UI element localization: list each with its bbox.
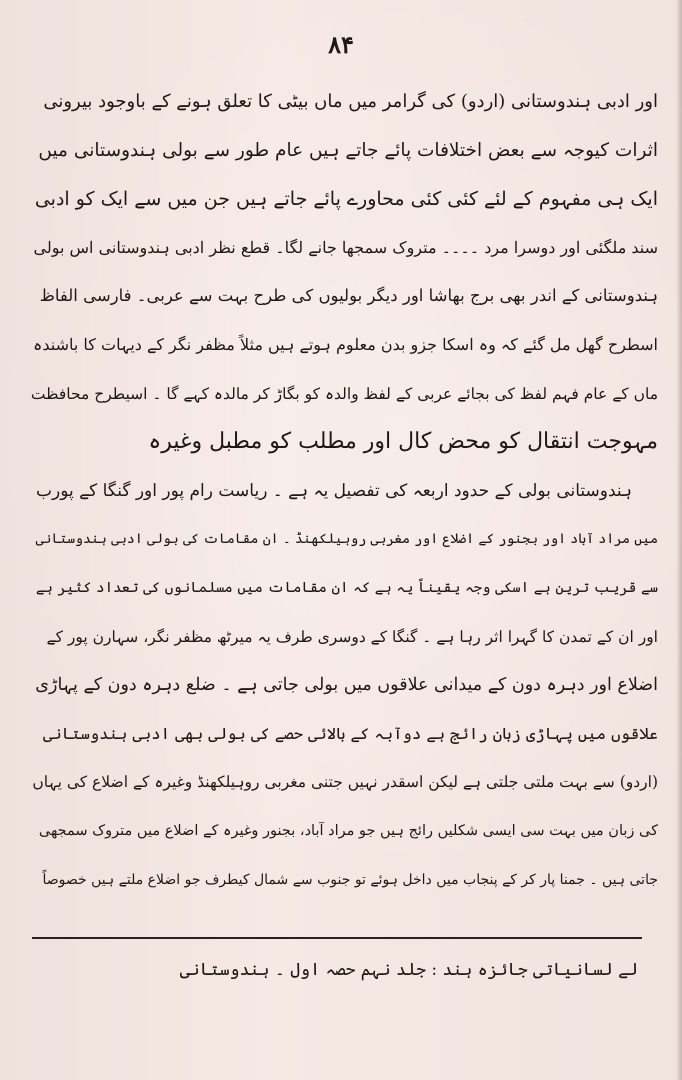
text-line: اضلاع اور دہرہ دون کے میدانی علاقوں میں بولی جاتی ہے ۔ ضلع دہرہ دون کے پہاڑی — [35, 675, 658, 696]
text-line: کی زبان میں بہت سی ایسی شکلیں رائج ہیں جو مراد آباد، بجنور وغیرہ کے اضلاع میں متروک سمجھی — [38, 822, 658, 839]
text-line: سند ملگئی اور دوسرا مرد ۔۔۔۔ متروک سمجھا جانے لگا۔ قطع نظر ادبی ہندوستانی اس بولی — [33, 237, 658, 257]
text-line: ماں کے عام فہم لفظ کی بجائے عربی کے لفظ والدہ کو بگاڑ کر مالدہ کہے گا ۔ اسیطرح محافظت — [30, 384, 658, 403]
text-line: میں مراد آباد اور بجنور کے اضلاع اور مغربی روہیلکھنڈ ۔ ان مقامات کی بولی ادبی ہندوستانی — [35, 531, 658, 548]
text-line: اور ان کے تمدن کا گہرا اثر رہا ہے ۔ گنگا کے دوسری طرف یہ میرٹھ مظفر نگر، سہارن پور کے — [46, 627, 658, 646]
text-line: مہوجت انتقال کو محض کال اور مطلب کو مطبل وغیرہ — [148, 429, 658, 455]
paragraph-1 — [28, 78, 658, 467]
text-line: ہندوستانی بولی کے حدود اربعہ کی تفصیل یہ ہے ۔ ریاست رام پور اور گنگا کے پورب — [36, 480, 632, 501]
text-line: (اردو) سے بہت ملتی جلتی ہے لیکن اسقدر نہیں جتنی مغربی روہیلکھنڈ وغیرہ کے اضلاع کی یہاں — [32, 773, 658, 792]
paragraph-2 — [28, 467, 658, 904]
footnote-divider — [32, 937, 642, 939]
text-line: سے قریب ترین ہے اسکی وجہ یقیناً یہ ہے کہ ان مقامات میں مسلمانوں کی تعداد کثیر ہے — [35, 579, 658, 596]
text-line: ایک ہی مفہوم کے لئے کئی کئی محاورے پائے جاتے ہیں جن میں سے ایک کو ادبی — [34, 188, 658, 211]
text-line: اثرات کیوجہ سے بعض اختلافات پائے جاتے ہیں عام طور سے بولی ہندوستانی میں — [38, 139, 658, 161]
page-number: ۸۴ — [328, 30, 354, 59]
text-line: علاقوں میں پہاڑی زبان رائج ہے دوآبہ کے بالائی حصے کی بولی بھی ادبی ہندوستانی — [43, 723, 658, 743]
body-text — [28, 78, 658, 904]
text-line: اسطرح گھل مل گئے کہ وہ اسکا جزو بدن معلوم ہوتے ہیں مثلاً مظفر نگر کے دیہات کا باشندہ — [33, 334, 658, 354]
text-line: جاتی ہیں ۔ جمنا پار کر کے پنجاب میں داخل ہوئے تو جنوب سے شمال کیطرف جو اضلاع ملتے ہیں خصوصاً — [42, 871, 658, 888]
text-line: ہندوستانی کے اندر بھی برج بھاشا اور دیگر بولیوں کی طرح بہت سے عربی۔ فارسی الفاظ — [39, 286, 658, 306]
text-line: اور ادبی ہندوستانی (اردو) کی گرامر میں ماں بیٹی کا تعلق ہونے کے باوجود بیرونی — [43, 91, 658, 112]
footnote: لے لسانیاتی جائزہ ہند : جلد نہم حصہ اول ۔ ہندوستانی — [179, 960, 638, 980]
